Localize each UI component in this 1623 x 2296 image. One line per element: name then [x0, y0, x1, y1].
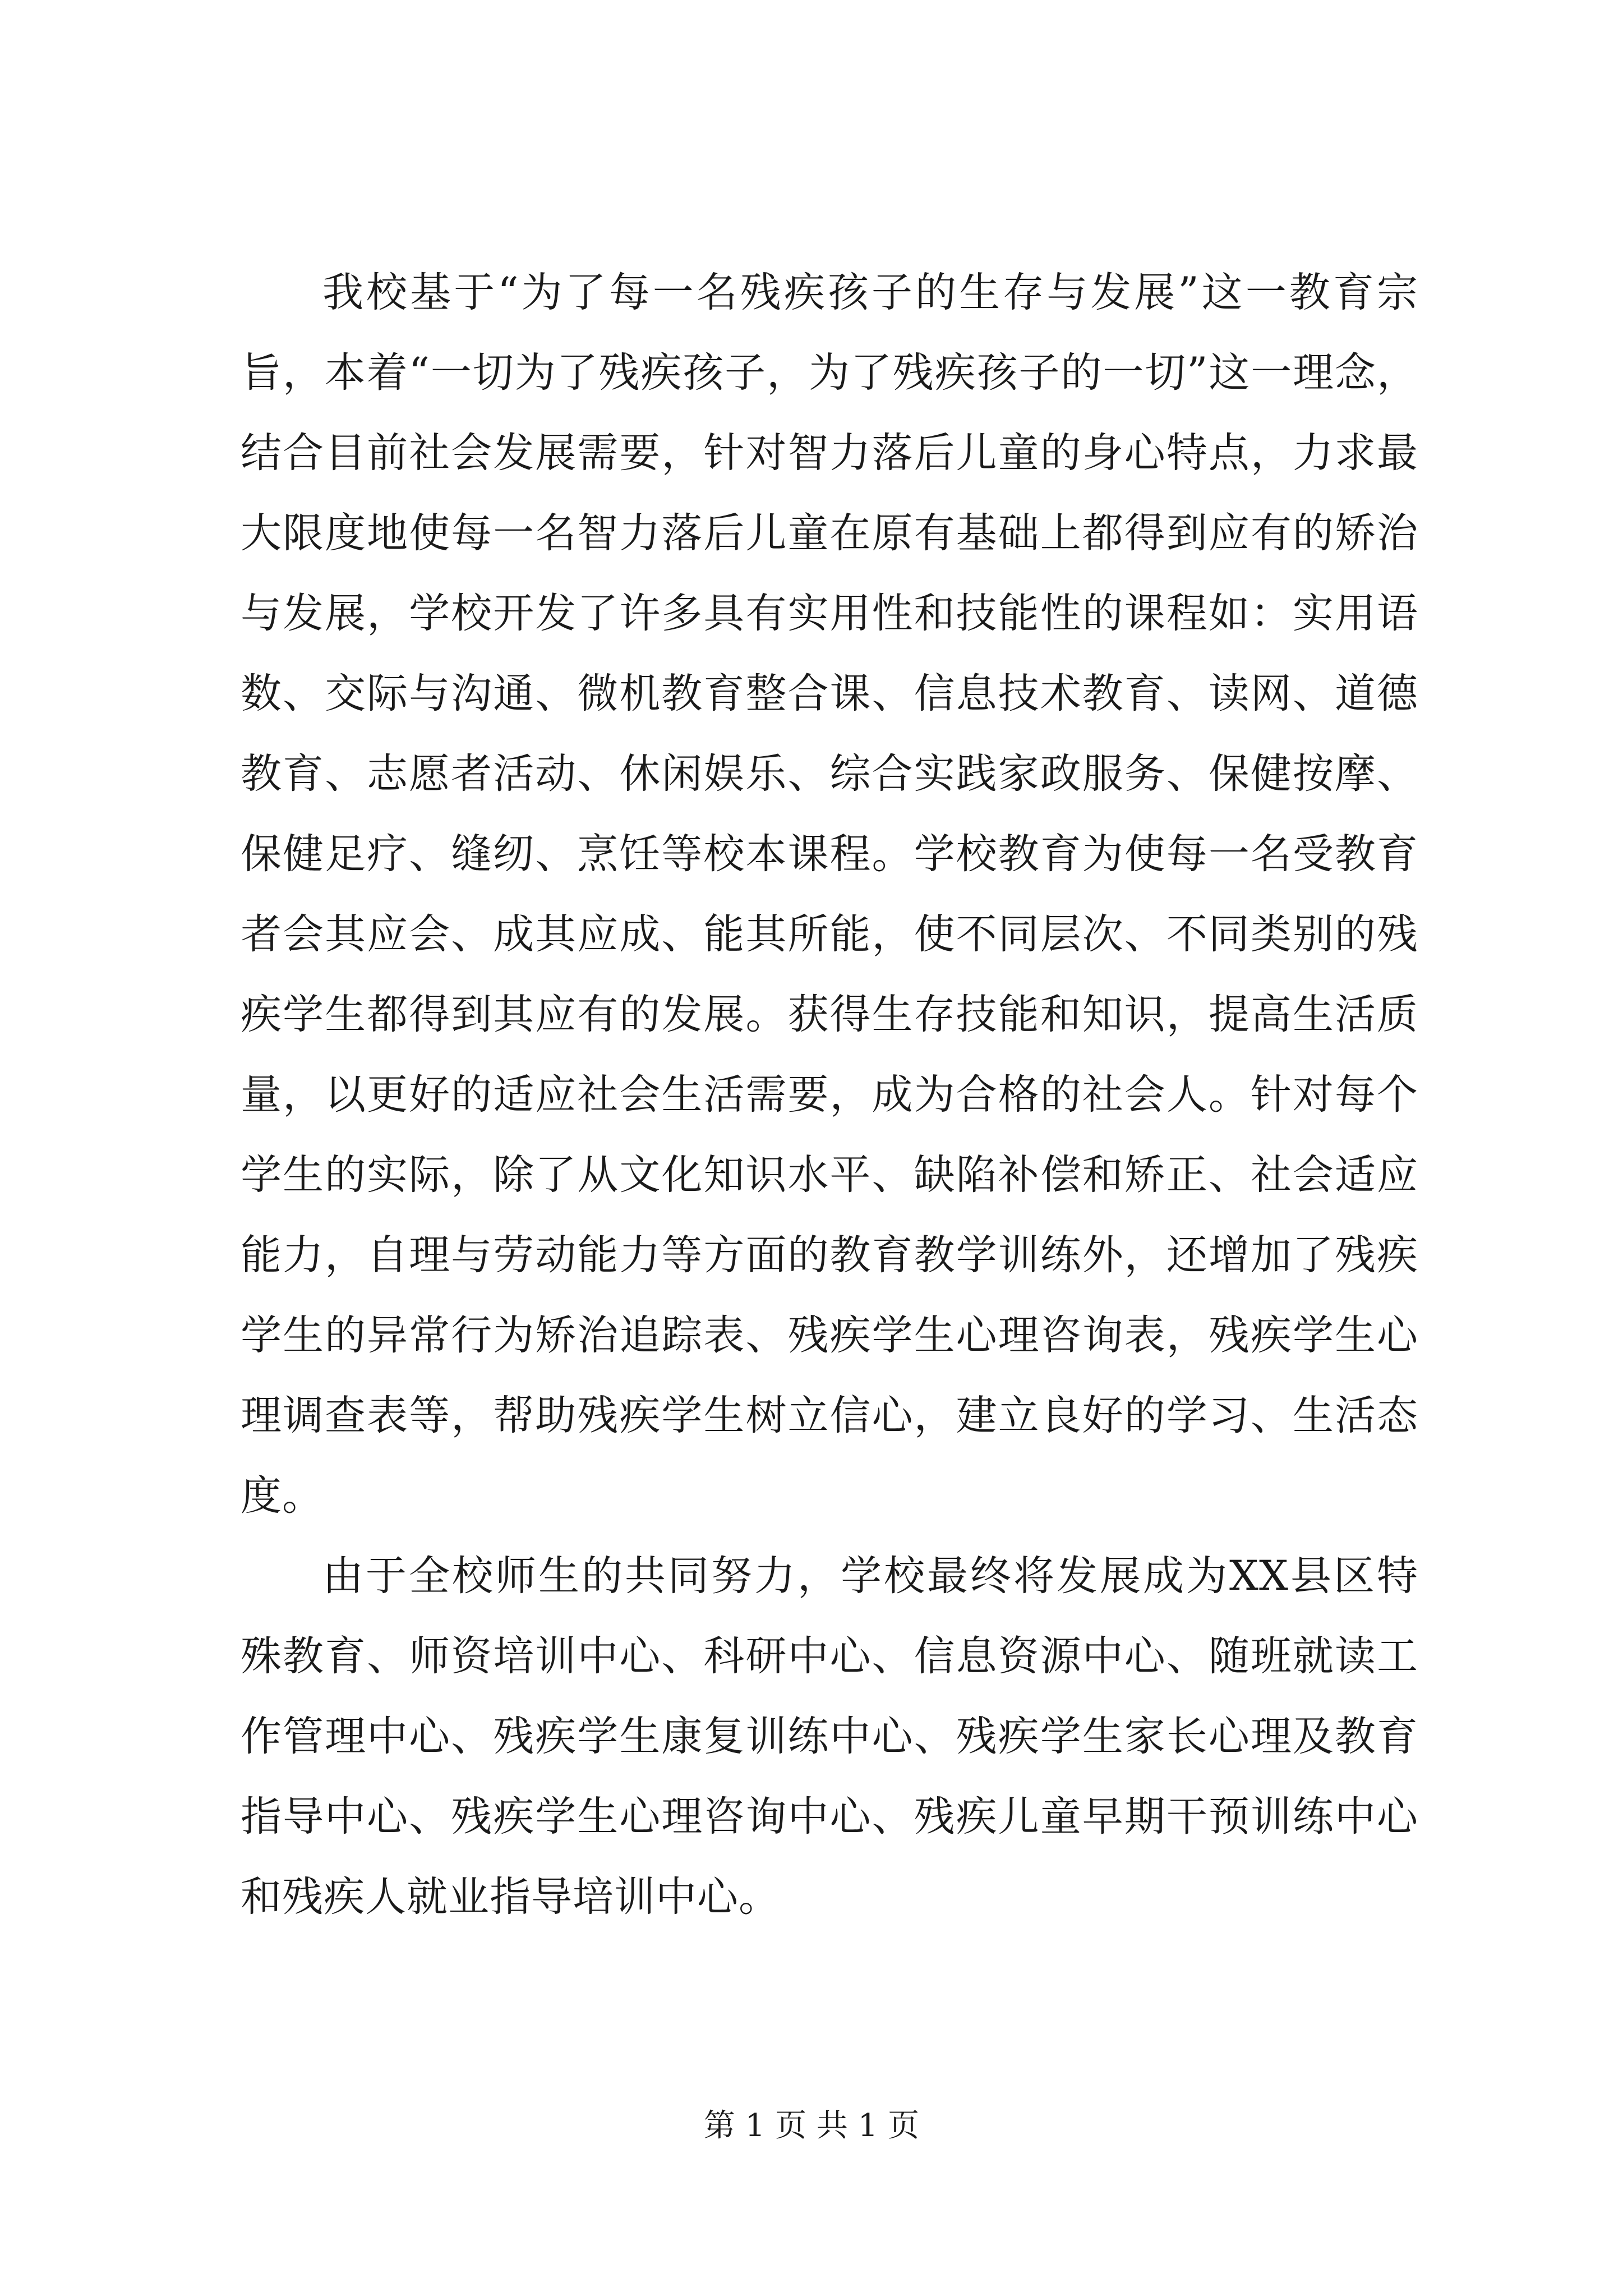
- document-body: [241, 252, 1418, 1937]
- page-number-footer: 第 1 页 共 1 页: [703, 2108, 920, 2144]
- paragraph-1: 我校基于“为了每一名残疾孩子的生存与发展”这一教育宗旨，本着“一切为了残疾孩子，为了残疾孩子的一切”这一理念，结合目前社会发展需要，针对智力落后儿童的身心特点，力求最大限度地使每一名智力落后儿童在原有基础上都得到应有的矫治与发展，学校开发了许多具有实用性和技能性的课程如：实用语数、交际与沟通、微机教育整合课、信息技术教育、读网、道德教育、志愿者活动、休闲娱乐、综合实践家政服务、保健按摩、保健足疗、缝纫、烹饪等校本课程。学校教育为使每一名受教育者会其应会、成其应成、能其所能，使不同层次、不同类别的残疾学生都得到其应有的发展。获得生存技能和知识，提高生活质量，以更好的适应社会生活需要，成为合格的社会人。针对每个学生的实际，除了从文化知识水平、缺陷补偿和矫正、社会适应能力，自理与劳动能力等方面的教育教学训练外，还增加了残疾学生的异常行为矫治追踪表、残疾学生心理咨询表，残疾学生心理调查表等，帮助残疾学生树立信心，建立良好的学习、生活态度。: [241, 269, 1418, 1520]
- paragraph-2: 由于全校师生的共同努力，学校最终将发展成为XX县区特殊教育、师资培训中心、科研中心、信息资源中心、随班就读工作管理中心、残疾学生康复训练中心、残疾学生家长心理及教育指导中心、残疾学生心理咨询中心、残疾儿童早期干预训练中心和残疾人就业指导培训中心。: [241, 1552, 1418, 1921]
